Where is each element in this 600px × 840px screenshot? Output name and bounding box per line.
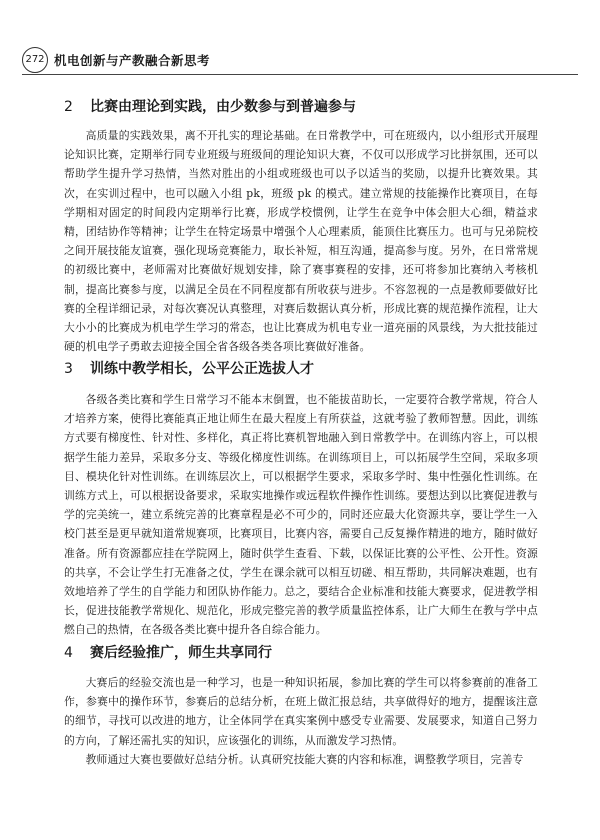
paragraph: 高质量的实践效果，离不开扎实的理论基础。在日常教学中，可在班级内，以小组形式开展理论知识比赛，定期举行同专业班级与班级间的理论知识大赛，不仅可以形成学习比拼氛围，还可以帮助学生提升学习热情，当然对胜出的小组或班级也可以予以适当的奖励，以提升比赛效果。其次，在实训过程中，也可以融入小组 pk，班级 pk 的模式。建立常规的技能操作比赛项目，在每学期相对固定的时间段内定期举行比赛，形成学校惯例，让学生在竞争中体会胆大心细，精益求精，团结协作等精神；让学生在特定场景中增强个人心理素质，能顶住比赛压力。也可与兄弟院校之间开展技能友谊赛，强化现场竞赛能力，取长补短，相互沟通，提高参与度。另外，在日常常规的初级比赛中，老师需对比赛做好规划安排，除了赛事赛程的安排，还可将参加比赛纳入考核机制，提高比赛参与度，以满足全员在不同程度都有所收获与进步。不容忽视的一点是教师要做好比赛的全程详细记录，对每次赛况认真整理，对赛后数据认真分析，形成比赛的规范操作流程，让大大小小的比赛成为机电学生学习的常态，也让比赛成为机电专业一道亮丽的风景线，为大批技能过硬的机电学子勇敢去迎接全国全省各级各类各项比赛做好准备。 <box>64 129 538 354</box>
section-3 <box>64 358 538 378</box>
section-4-body <box>64 673 538 769</box>
section-heading <box>64 642 538 662</box>
section-title-text: 训练中教学相长，公平公正选拔人才 <box>90 361 314 377</box>
paragraph: 各级各类比赛和学生日常学习不能本末倒置，也不能拔苗助长，一定要符合教学常规，符合人才培养方案，使得比赛能真正地让师生在最大程度上有所获益，这就考验了教师智慧。因此，训练方式要有梯度性、针对性、多样化，真正将比赛机智地融入到日常教学中。在训练内容上，可以根据学生能力差异，采取多分支、等级化梯度性训练。在训练项目上，可以拓展学生空间，采取多项目、模块化针对性训练。在训练层次上，可以根据学生要求，采取多学时、集中性强化性训练。在训练方式上，可以根据设备要求，采取实地操作或远程软件操作性训练。要想达到以比赛促进教与学的完美统一，建立系统完善的比赛章程是必不可少的，同时还应最大化资源共享，要让学生一入校门甚至是更早就知道常规赛项，比赛项目，比赛内容，需要自己反复操作精进的地方，随时做好准备。所有资源都应挂在学院网上，随时供学生查看、下载，以保证比赛的公平性、公开性。资源的共享，不会让学生打无准备之仗，学生在课余就可以相互切磋、相互帮助，共同解决难题，也有效地培养了学生的自学能力和团队协作能力。总之，要结合企业标准和技能大赛要求，促进教学相长，促进技能教学常规化、规范化，形成完整完善的教学质量监控体系，让广大师生在教与学中点燃自己的热情，在各级各类比赛中提升各自综合能力。 <box>64 393 538 637</box>
paragraph: 教师通过大赛也要做好总结分析。认真研究技能大赛的内容和标准，调整教学项目，完善专 <box>85 752 524 766</box>
section-heading <box>64 358 538 378</box>
section-3-body <box>64 390 538 640</box>
section-2 <box>64 96 538 116</box>
paragraph: 大赛后的经验交流也是一种学习，也是一种知识拓展，参加比赛的学生可以将参赛前的准备工作，参赛中的操作环节，参赛后的总结分析，在班上做汇报总结，共享做得好的地方，提醒该注意的细节，寻找可以改进的地方，让全体同学在真实案例中感受专业需要、发展要求，知道自己努力的方向，了解还需扎实的知识，应该强化的训练，从而激发学习热情。 <box>64 676 538 747</box>
section-number: 4 <box>64 645 73 661</box>
section-4 <box>64 642 538 662</box>
section-2-body <box>64 126 538 356</box>
section-title-text: 比赛由理论到实践，由少数参与到普遍参与 <box>90 99 356 115</box>
section-heading <box>64 96 538 116</box>
section-number: 2 <box>64 99 73 115</box>
header-rule <box>22 74 578 75</box>
page-number: 272 <box>22 47 48 73</box>
running-title: 机电创新与产教融合新思考 <box>54 53 211 68</box>
section-number: 3 <box>64 361 73 377</box>
running-header <box>22 47 578 73</box>
section-title-text: 赛后经验推广，师生共享同行 <box>90 645 272 661</box>
